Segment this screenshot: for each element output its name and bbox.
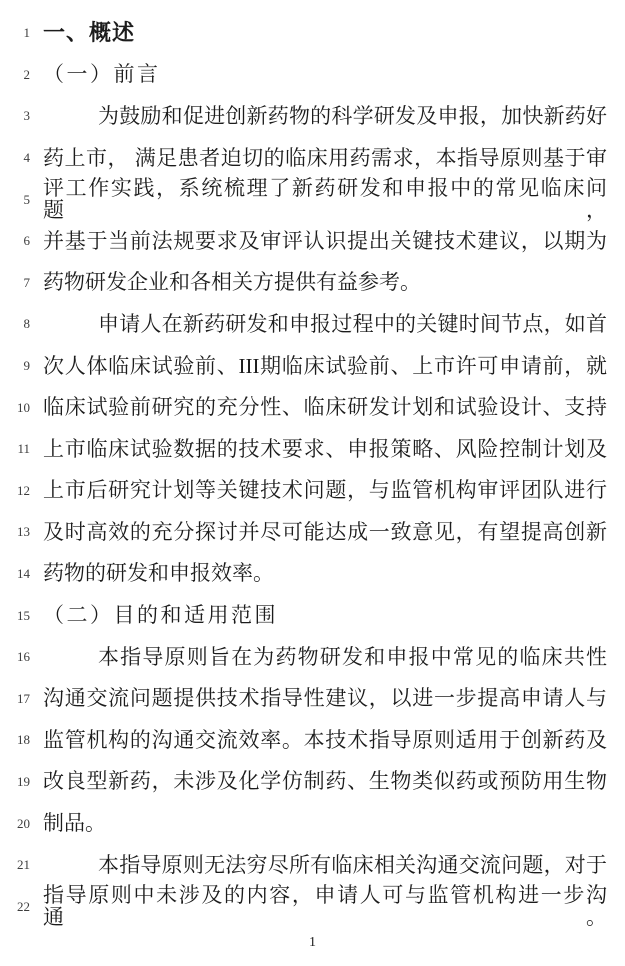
- document-line: [0, 719, 625, 761]
- document-line: [0, 262, 625, 304]
- line-text: 沟通交流问题提供技术指导性建议，以进一步提高申请人与: [43, 686, 607, 711]
- document-line: [0, 345, 625, 387]
- document-line: [0, 428, 625, 470]
- line-number: 1: [23, 25, 30, 41]
- document-line: [0, 303, 625, 345]
- document-line: [0, 802, 625, 844]
- line-text: 次人体临床试验前、III期临床试验前、上市许可申请前，就: [43, 353, 607, 378]
- line-number: 10: [17, 399, 30, 415]
- line-text: 申请人在新药研发和申报过程中的关键时间节点，如首: [98, 311, 607, 336]
- line-number: 22: [17, 898, 30, 914]
- document-line: [0, 95, 625, 137]
- line-text: 本指导原则无法穷尽所有临床相关沟通交流问题，对于: [98, 852, 607, 877]
- line-text: 及时高效的充分探讨并尽可能达成一致意见，有望提高创新: [43, 519, 607, 544]
- line-text: 上市临床试验数据的技术要求、申报策略、风险控制计划及: [43, 436, 607, 461]
- document-line: [0, 137, 625, 179]
- line-text: 改良型新药，未涉及化学仿制药、生物类似药或预防用生物: [43, 769, 607, 794]
- line-number: 18: [17, 732, 30, 748]
- line-text: 制品。: [43, 811, 106, 836]
- line-text: 临床试验前研究的充分性、临床研发计划和试验设计、支持: [43, 395, 607, 420]
- line-number: 17: [17, 690, 30, 706]
- document-line: [0, 883, 625, 930]
- line-number: 9: [23, 358, 30, 374]
- line-number: 19: [17, 773, 30, 789]
- line-number: 21: [17, 857, 30, 873]
- line-number: 14: [17, 566, 30, 582]
- document-line: [0, 844, 625, 886]
- line-text: 并基于当前法规要求及审评认识提出关键技术建议，以期为: [43, 228, 607, 253]
- page-number: 1: [309, 935, 316, 950]
- document-lines: [0, 12, 625, 930]
- line-number: 11: [17, 441, 30, 457]
- document-line: [0, 176, 625, 223]
- line-number: 12: [17, 482, 30, 498]
- line-text: 上市后研究计划等关键技术问题，与监管机构审评团队进行: [43, 478, 607, 503]
- document-line: [0, 12, 625, 54]
- line-number: 7: [23, 274, 30, 290]
- line-number: 8: [23, 316, 30, 332]
- line-text: 本指导原则旨在为药物研发和申报中常见的临床共性: [98, 644, 607, 669]
- line-text: 一、概述: [43, 20, 136, 46]
- line-text: 药物研发企业和各相关方提供有益参考。: [43, 270, 421, 295]
- line-text: 指导原则中未涉及的内容，申请人可与监管机构进一步沟通。: [43, 883, 607, 930]
- line-number: 4: [23, 150, 30, 166]
- line-text: （一）前言: [43, 62, 161, 87]
- line-text: 药物的研发和申报效率。: [43, 561, 274, 586]
- line-number: 2: [23, 66, 30, 82]
- line-text: 药上市， 满足患者迫切的临床用药需求，本指导原则基于审: [43, 145, 607, 170]
- line-number: 20: [17, 815, 30, 831]
- line-number: 6: [23, 233, 30, 249]
- line-text: 为鼓励和促进创新药物的科学研发及申报，加快新药好: [98, 103, 607, 128]
- document-line: [0, 54, 625, 96]
- document-line: [0, 470, 625, 512]
- document-line: [0, 594, 625, 636]
- line-number: 13: [17, 524, 30, 540]
- document-line: [0, 386, 625, 428]
- line-number: 3: [23, 108, 30, 124]
- line-number: 16: [17, 649, 30, 665]
- document-line: [0, 678, 625, 720]
- document-line: [0, 220, 625, 262]
- document-line: [0, 761, 625, 803]
- document-line: [0, 636, 625, 678]
- line-text: 评工作实践，系统梳理了新药研发和申报中的常见临床问题，: [43, 176, 607, 223]
- line-text: （二）目的和适用范围: [43, 603, 278, 628]
- document-line: [0, 553, 625, 595]
- line-number: 15: [17, 607, 30, 623]
- line-text: 监管机构的沟通交流效率。本技术指导原则适用于创新药及: [43, 727, 607, 752]
- line-number: 5: [23, 191, 30, 207]
- document-line: [0, 511, 625, 553]
